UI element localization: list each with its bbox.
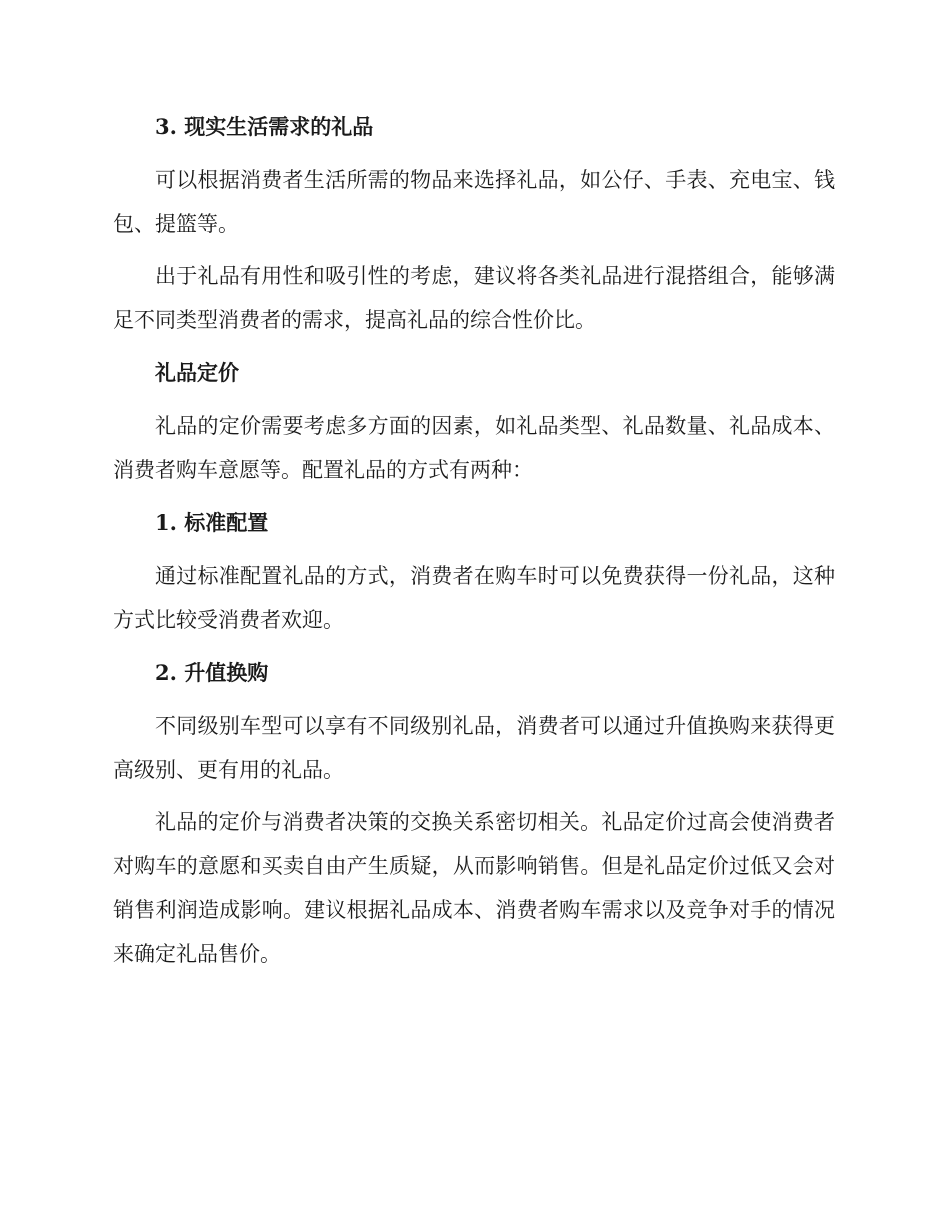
section-heading-daily-needs-gifts: 3. 现实生活需求的礼品 — [155, 114, 374, 139]
section-heading-upgrade-exchange: 2. 升值换购 — [155, 660, 269, 685]
paragraph-pricing-conclusion: 礼品的定价与消费者决策的交换关系密切相关。礼品定价过高会使消费者对购车的意愿和买卖自由产生质疑，从而影响销售。但是礼品定价过低又会对销售利润造成影响。建议根据礼品成本、消费者购车需求以及竞争对手的情况来确定礼品售价。 — [113, 810, 835, 966]
paragraph-daily-needs-examples: 可以根据消费者生活所需的物品来选择礼品，如公仔、手表、充电宝、钱包、提篮等。 — [113, 168, 835, 236]
paragraph-pricing-factors: 礼品的定价需要考虑多方面的因素，如礼品类型、礼品数量、礼品成本、消费者购车意愿等。配置礼品的方式有两种： — [113, 414, 835, 482]
document-body — [113, 108, 835, 976]
paragraph-mix-and-match: 出于礼品有用性和吸引性的考虑，建议将各类礼品进行混搭组合，能够满足不同类型消费者的需求，提高礼品的综合性价比。 — [113, 264, 835, 332]
section-heading-gift-pricing: 礼品定价 — [155, 360, 239, 385]
paragraph-standard-config: 通过标准配置礼品的方式，消费者在购车时可以免费获得一份礼品，这种方式比较受消费者欢迎。 — [113, 564, 835, 632]
section-heading-standard-config: 1. 标准配置 — [155, 510, 269, 535]
paragraph-upgrade-exchange: 不同级别车型可以享有不同级别礼品，消费者可以通过升值换购来获得更高级别、更有用的礼品。 — [113, 714, 835, 782]
